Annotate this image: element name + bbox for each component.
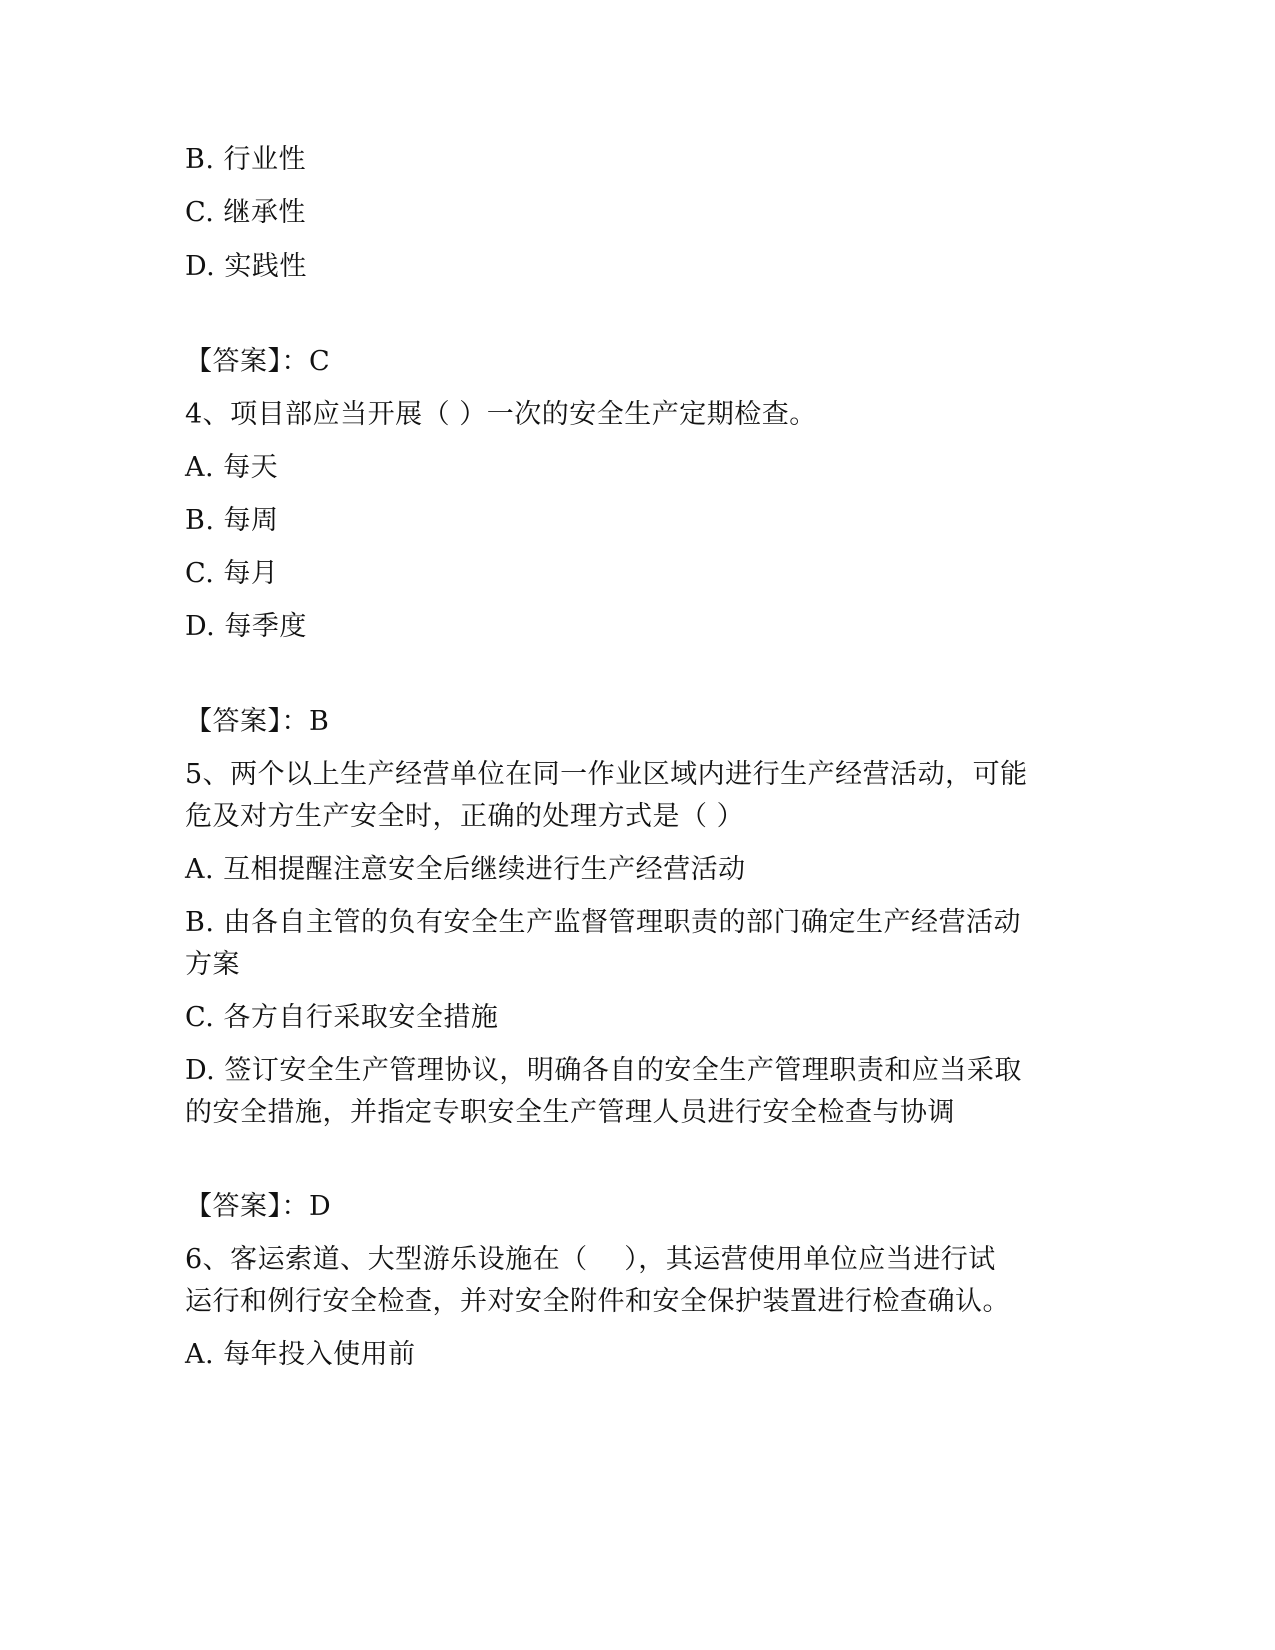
answer-line: 【答案】：B xyxy=(185,706,330,737)
option-line: C. 每月 xyxy=(185,558,279,589)
answer-line: 【答案】：D xyxy=(185,1191,332,1222)
question-line: 运行和例行安全检查，并对安全附件和安全保护装置进行检查确认。 xyxy=(185,1286,1010,1317)
question-line: 危及对方生产安全时，正确的处理方式是（ ） xyxy=(185,801,745,832)
option-line: C. 各方自行采取安全措施 xyxy=(185,1002,499,1033)
answer-line: 【答案】：C xyxy=(185,346,331,377)
option-line: A. 每年投入使用前 xyxy=(185,1339,416,1370)
option-line: 的安全措施，并指定专职安全生产管理人员进行安全检查与协调 xyxy=(185,1097,955,1128)
option-line: D. 每季度 xyxy=(185,611,307,642)
option-line: D. 实践性 xyxy=(185,251,307,282)
option-line: B. 行业性 xyxy=(185,144,307,175)
option-line: B. 由各自主管的负有安全生产监督管理职责的部门确定生产经营活动 xyxy=(185,907,1022,938)
option-line: A. 互相提醒注意安全后继续进行生产经营活动 xyxy=(185,854,746,885)
question-line: 5、两个以上生产经营单位在同一作业区域内进行生产经营活动，可能 xyxy=(185,759,1028,790)
option-line: C. 继承性 xyxy=(185,197,306,228)
question-line: 6、客运索道、大型游乐设施在（ ），其运营使用单位应当进行试 xyxy=(185,1244,996,1275)
option-line: D. 签订安全生产管理协议，明确各自的安全生产管理职责和应当采取 xyxy=(185,1055,1022,1086)
option-line: 方案 xyxy=(185,949,240,980)
option-line: B. 每周 xyxy=(185,505,279,536)
option-line: A. 每天 xyxy=(185,452,279,483)
question-line: 4、项目部应当开展（ ）一次的安全生产定期检查。 xyxy=(185,399,817,430)
